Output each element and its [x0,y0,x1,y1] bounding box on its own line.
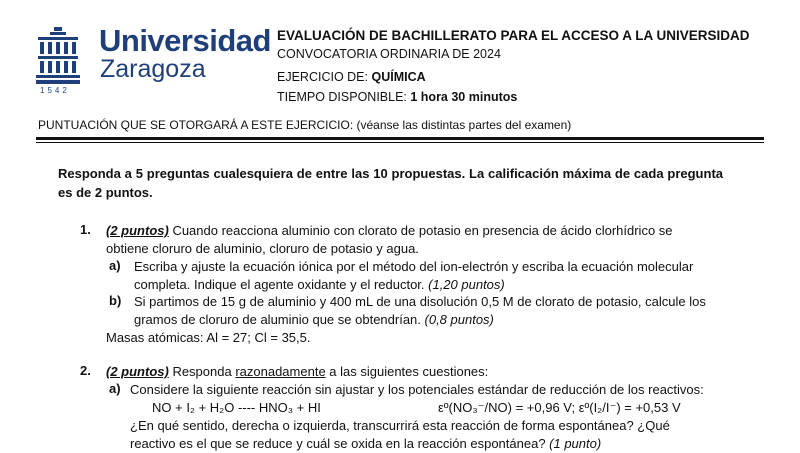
question-2a-line4 [130,435,601,453]
header-divider-thin [36,142,764,143]
question-2a-line3: ¿En qué sentido, derecha o izquierda, transcurrirá esta reacción de forma espontánea? ¿Qué [130,418,670,433]
question-2a-points: (1 punto) [549,436,602,451]
question-1a-line2 [134,276,505,294]
question-2-stem-post: a las siguientes cuestiones: [325,364,489,379]
ejercicio-value: QUÍMICA [371,70,426,84]
founding-year: 1542 [40,86,70,95]
university-name: Universidad [99,23,271,58]
question-1b-line1: Si partimos de 15 g de aluminio y 400 mL de una disolución 0,5 M de clorato de potasio, calcule los [134,294,706,309]
question-2a-potentials: εº(NO₃⁻/NO) = +0,96 V; εº(I₂/I⁻) = +0,53 V [438,400,681,415]
ejercicio-line [277,70,426,84]
question-1a-line1: Escriba y ajuste la ecuación iónica por el método del ion-electrón y escriba la ecuación molecular [134,259,694,274]
tiempo-line [277,90,517,104]
question-2-stem-underlined: razonadamente [235,364,326,379]
tiempo-label: TIEMPO DISPONIBLE: [277,90,411,104]
question-2a-reaction: NO + I₂ + H₂O ---- HNO₃ + HI [152,400,321,415]
question-2a-line1: Considere la siguiente reacción sin ajustar y los potenciales estándar de reducción de los reactivos: [130,382,704,397]
question-2a-label: a) [109,381,121,396]
ejercicio-label: EJERCICIO DE: [277,70,372,84]
question-1-points: (2 puntos) [106,223,169,238]
question-1-masses: Masas atómicas: Al = 27; Cl = 35,5. [106,330,311,345]
question-1-stem-text: Cuando reacciona aluminio con clorato de potasio en presencia de ácido clorhídrico se [168,223,673,238]
question-1a-points: (1,20 puntos) [428,277,505,292]
question-1b-points: (0,8 puntos) [424,312,494,327]
header-divider-thick [36,137,764,140]
question-1-number: 1. [80,222,91,237]
puntuacion-note: PUNTUACIÓN QUE SE OTORGARÁ A ESTE EJERCICIO: (véanse las distintas partes del examen) [38,118,572,132]
question-1-stem-line1 [106,222,723,240]
question-1b-text: gramos de cloruro de aluminio que se obtendrían. [134,312,425,327]
question-2a-text: reactivo es el que se reduce y cuál se oxida en la reacción espontánea? [130,436,550,451]
question-2-number: 2. [80,363,91,378]
exam-header [0,0,800,145]
question-1b-line2 [134,311,494,329]
question-2-points: (2 puntos) [106,364,169,379]
convocatoria: CONVOCATORIA ORDINARIA DE 2024 [277,47,501,61]
question-1a-text: completa. Indique el agente oxidante y el reductor. [134,277,429,292]
university-emblem-icon [36,27,80,87]
instructions: Responda a 5 preguntas cualesquiera de entre las 10 propuestas. La calificación máxima de cada pregunta es de 2 puntos. [58,166,723,200]
question-1b-label: b) [109,293,122,308]
question-2-stem-pre: Responda [168,364,236,379]
question-1-stem-line2: obtiene cloruro de aluminio, cloruro de potasio y agua. [106,241,419,256]
exam-title: EVALUACIÓN DE BACHILLERATO PARA EL ACCESO A LA UNIVERSIDAD [277,28,750,43]
question-1a-label: a) [109,258,121,273]
question-2-stem [106,363,488,381]
university-city: Zaragoza [100,55,206,83]
tiempo-value: 1 hora 30 minutos [410,90,518,104]
